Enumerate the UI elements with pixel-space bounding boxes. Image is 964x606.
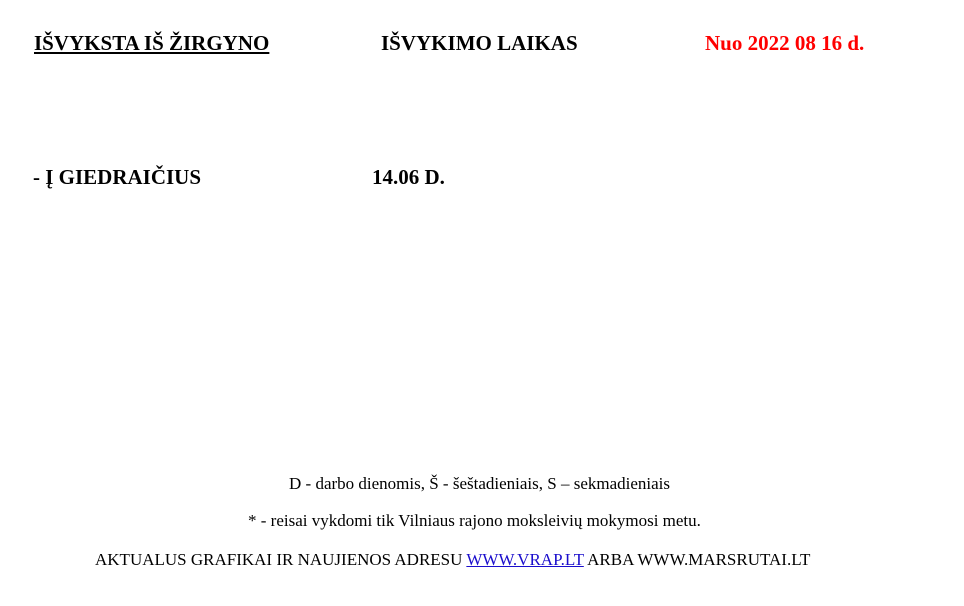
vrap-link[interactable]: WWW.VRAP.LT xyxy=(466,550,584,569)
departure-time: 14.06 D. xyxy=(372,165,445,189)
asterisk-note: * - reisai vykdomi tik Vilniaus rajono moksleivių mokymosi metu. xyxy=(248,511,701,530)
departs-from-heading: IŠVYKSTA IŠ ŽIRGYNO xyxy=(34,31,270,55)
valid-from-date: Nuo 2022 08 16 d. xyxy=(705,31,865,55)
marsrutai-site: WWW.MARSRUTAI.LT xyxy=(637,550,811,569)
footer-middle: ARBA xyxy=(587,550,634,569)
footer-line xyxy=(95,550,810,570)
departure-time-heading: IŠVYKIMO LAIKAS xyxy=(381,31,578,55)
footer-prefix: AKTUALUS GRAFIKAI IR NAUJIENOS ADRESU xyxy=(95,550,463,569)
destination-label: - Į GIEDRAIČIUS xyxy=(33,165,202,189)
day-codes-legend: D - darbo dienomis, Š - šeštadieniais, S – sekmadieniais xyxy=(289,474,671,493)
